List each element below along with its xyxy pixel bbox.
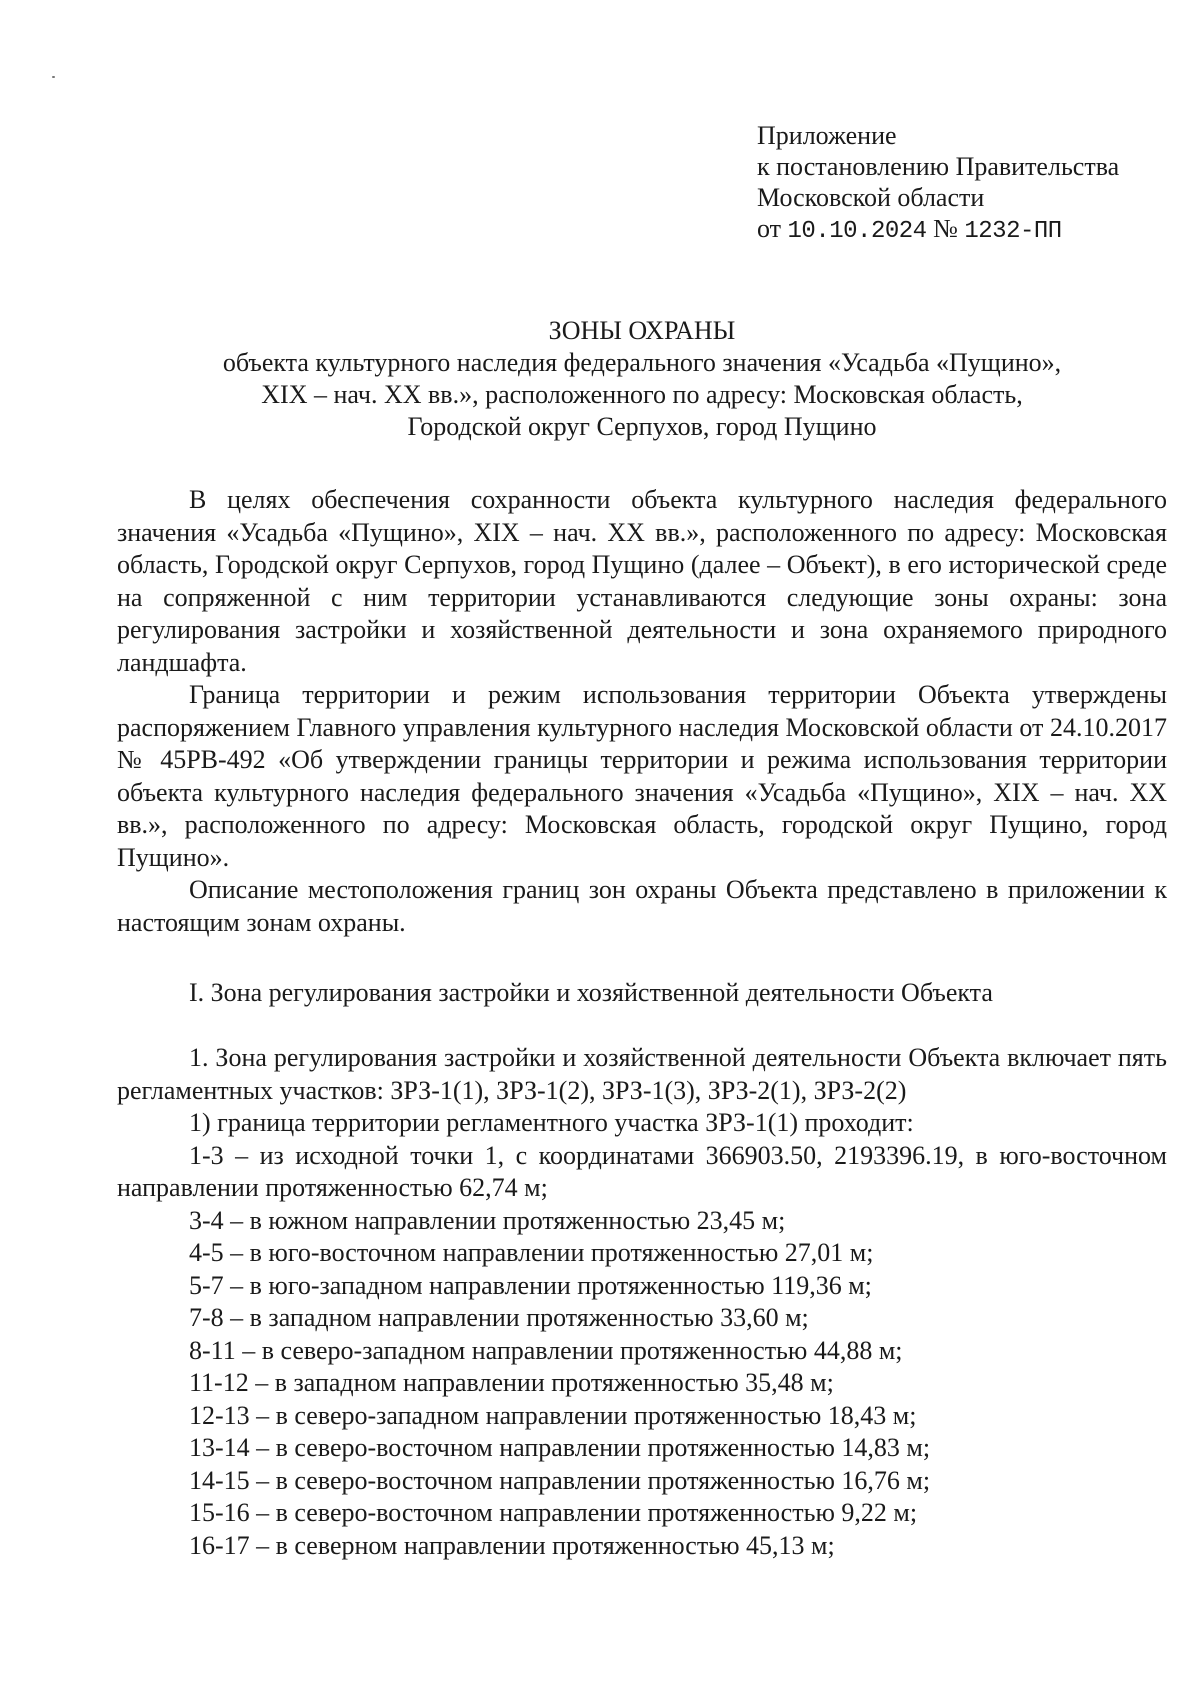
segment-line: 7-8 – в западном направлении протяженностью 33,60 м; [189, 1303, 809, 1332]
subsection-1: 1) граница территории регламентного участка ЗРЗ-1(1) проходит: [189, 1108, 914, 1137]
appendix-date-line [757, 213, 1119, 247]
segment-line: 14-15 – в северо-восточном направлении протяженностью 16,76 м; [189, 1465, 931, 1495]
segment-line: 4-5 – в юго-восточном направлении протяженностью 27,01 м; [189, 1238, 874, 1267]
appendix-line-3: Московской области [757, 183, 985, 212]
title-main: ЗОНЫ ОХРАНЫ [548, 316, 736, 345]
segment-line: 16-17 – в северном направлении протяженностью 45,13 м; [189, 1530, 835, 1560]
segment-line: 11-12 – в западном направлении протяженностью 35,48 м; [189, 1368, 834, 1397]
intro-paragraph-3: Описание местоположения границ зон охраны Объекта представлено в приложении к настоящим зонам охраны. [117, 875, 1167, 937]
section-heading: I. Зона регулирования застройки и хозяйственной деятельности Объекта [189, 978, 993, 1007]
intro-paragraph-2: Граница территории и режим использования территории Объекта утверждены распоряжением Главного управления культурного наследия Московской области от 24.10.2017 № 45РВ-492 «Об утверждении границы территории и режима использования территории объекта культурного наследия федерального значения «Усадьба «Пущино», XIX – нач. XX вв.», расположенного по адресу: Московская область, городской округ Пущино, город Пущино». [117, 680, 1167, 872]
intro-paragraph-1: В целях обеспечения сохранности объекта культурного наследия федерального значения «Усадьба «Пущино», XIX – нач. XX вв.», расположенного по адресу: Московская область, Городской округ Серпухов, город Пущино (далее – Объект), в его исторической среде на сопряженной с ним территории устанавливаются следующие зоны охраны: зона регулирования застройки и хозяйственной деятельности и зона охраняемого природного ландшафта. [117, 485, 1167, 677]
intro-text [117, 484, 1167, 939]
number-sign: № [933, 214, 958, 243]
appendix-line-1: Приложение [757, 121, 897, 150]
section-item-1: 1. Зона регулирования застройки и хозяйственной деятельности Объекта включает пять регламентных участков: ЗРЗ-1(1), ЗРЗ-1(2), ЗРЗ-1(3), ЗРЗ-2(1), ЗРЗ-2(2) [117, 1043, 1167, 1105]
section-body [117, 1042, 1167, 1562]
title-line-3: Городской округ Серпухов, город Пущино [407, 412, 877, 441]
resolution-number: 1232-ПП [964, 218, 1062, 245]
document-title [117, 315, 1167, 443]
appendix-header [757, 120, 1119, 247]
segment-line: 3-4 – в южном направлении протяженностью 23,45 м; [189, 1205, 786, 1235]
title-line-2: XIX – нач. XX вв.», расположенного по адресу: Московская область, [261, 380, 1023, 409]
title-line-1: объекта культурного наследия федерального значения «Усадьба «Пущино», [222, 348, 1062, 377]
segment-line: 15-16 – в северо-восточном направлении протяженностью 9,22 м; [189, 1498, 918, 1527]
scan-speck [52, 76, 55, 78]
date-prefix: от [757, 214, 782, 243]
segment-line: 5-7 – в юго-западном направлении протяженностью 119,36 м; [189, 1270, 872, 1300]
segment-line: 8-11 – в северо-западном направлении протяженностью 44,88 м; [189, 1335, 903, 1365]
segment-line: 1-3 – из исходной точки 1, с координатами 366903.50, 2193396.19, в юго-восточном направлении протяженностью 62,74 м; [117, 1140, 1167, 1202]
segment-line: 12-13 – в северо-западном направлении протяженностью 18,43 м; [189, 1400, 917, 1430]
appendix-line-2: к постановлению Правительства [757, 152, 1120, 181]
resolution-date: 10.10.2024 [787, 218, 927, 245]
segment-line: 13-14 – в северо-восточном направлении протяженностью 14,83 м; [189, 1433, 931, 1462]
